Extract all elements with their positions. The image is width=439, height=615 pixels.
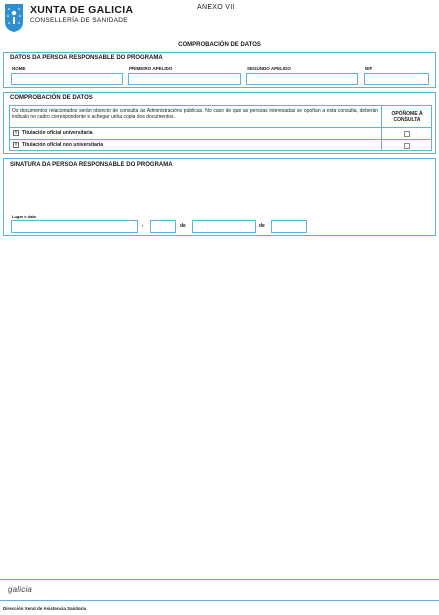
verification-section-title: COMPROBACIÓN DE DATOS <box>10 95 93 101</box>
nif-label: NIF <box>365 66 373 71</box>
verification-description: Os documentos relacionados serán obxecto de consulta ás Administracións públicas. No caso de que as persoas interesadas se opoñan a esta consulta, deberán indicalo no cadro correspondente e achegar unha copia dos documentos. <box>12 108 378 120</box>
annex-label: ANEXO VII <box>197 4 235 11</box>
university-degree-label: Titulación oficial universitaria <box>22 130 93 136</box>
oppose-column-header: OPÓÑOME Á CONSULTA <box>391 111 423 123</box>
de-separator-2: de <box>259 223 265 229</box>
org-title: XUNTA DE GALICIA <box>30 4 134 16</box>
year-field[interactable] <box>271 220 307 233</box>
table-row-divider <box>10 127 431 128</box>
name-field[interactable] <box>11 73 123 85</box>
galicia-logo: galicia <box>8 585 33 594</box>
verification-section <box>3 92 436 154</box>
nif-field[interactable] <box>364 73 429 85</box>
place-field[interactable] <box>11 220 138 233</box>
signature-section <box>3 158 436 236</box>
place-date-label: Lugar e data <box>12 214 36 219</box>
month-field[interactable] <box>192 220 256 233</box>
verification-table <box>9 105 432 151</box>
de-separator-1: de <box>180 223 186 229</box>
oppose-university-checkbox[interactable] <box>404 131 410 137</box>
first-surname-label: PRIMEIRO APELIDO <box>129 66 173 71</box>
signature-section-title: SINATURA DA PERSOA RESPONSABLE DO PROGRAMA <box>10 162 173 168</box>
non-university-degree-checkbox[interactable]: × <box>14 142 18 148</box>
document-title: COMPROBACIÓN DE DATOS <box>178 42 261 48</box>
xunta-shield-logo <box>5 4 23 32</box>
person-data-section <box>3 52 436 88</box>
footer-divider-bottom <box>0 600 439 601</box>
org-subtitle: CONSELLERÍA DE SANIDADE <box>30 17 128 24</box>
second-surname-field[interactable] <box>246 73 358 85</box>
table-column-divider <box>381 106 382 150</box>
first-surname-field[interactable] <box>128 73 241 85</box>
day-field[interactable] <box>150 220 176 233</box>
person-section-title: DATOS DA PERSOA RESPONSABLE DO PROGRAMA <box>10 55 163 61</box>
non-university-degree-label: Titulación oficial non universitaria <box>22 142 104 148</box>
comma-separator: , <box>142 222 144 228</box>
footer-divider <box>0 579 439 580</box>
university-degree-checkbox[interactable]: × <box>14 130 18 136</box>
directorate-name: Dirección Xeral de Asistencia Sanitaria <box>3 606 87 611</box>
table-row-divider <box>10 139 431 140</box>
oppose-non-university-checkbox[interactable] <box>404 143 410 149</box>
name-label: NOME <box>12 66 26 71</box>
second-surname-label: SEGUNDO APELIDO <box>247 66 291 71</box>
